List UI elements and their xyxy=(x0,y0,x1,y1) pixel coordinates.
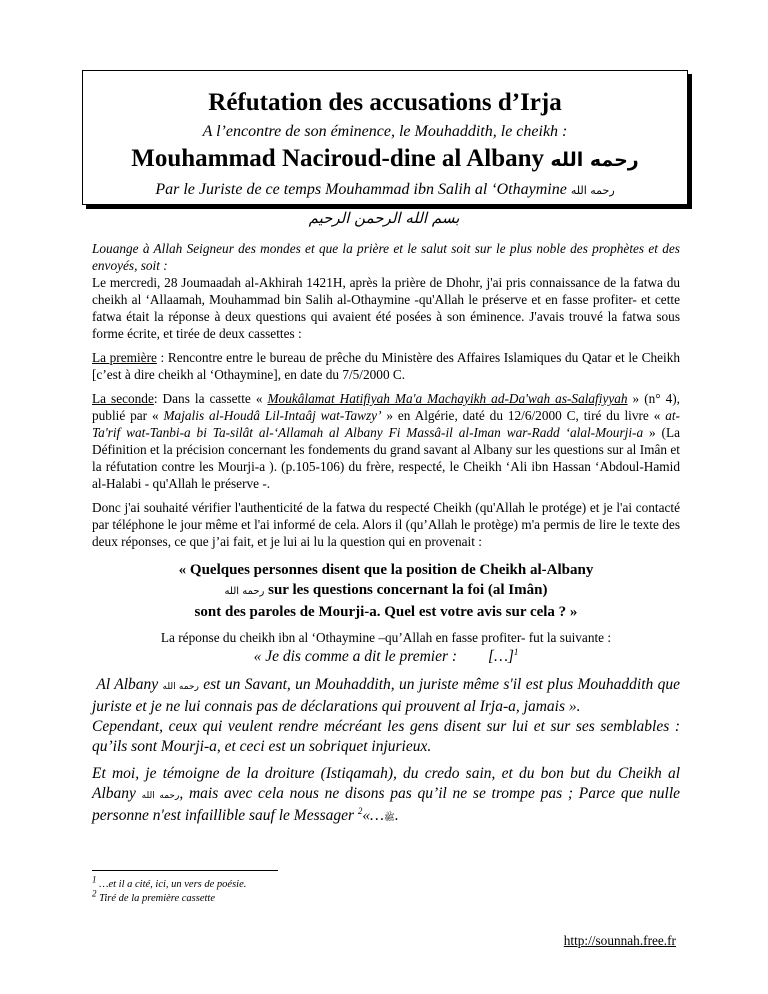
footnote-separator xyxy=(92,870,278,871)
second-source-t4: » (La Définition et la précision concernant les fondements du grand savant al Albany sur les questions sur al Imân et la réfutation contre les Mourji-a ). (p.105-106) du frère, respecté, le Cheikh ‘Ali ibn Hassan ‘Abdoul-Hamid al-Halabi - qu'Allah le préserve -. xyxy=(92,425,681,491)
document-title: Réfutation des accusations d’Irja xyxy=(208,89,562,116)
albany-honorific: رحمه الله xyxy=(162,682,199,692)
footnote-2 xyxy=(92,888,215,905)
footnote-1-text: …et il a cité, ici, un vers de poésie. xyxy=(96,879,247,890)
footnote-2-text: Tiré de la première cassette xyxy=(99,893,215,904)
answer-intro: La réponse du cheikh ibn al ‘Othaymine –qu’Allah en fasse profiter- fut la suivante : xyxy=(160,630,612,645)
albany-name: Al Albany xyxy=(96,676,159,693)
author-line xyxy=(83,181,687,199)
main-content xyxy=(92,240,680,828)
first-source-text: : Rencontre entre le bureau de prêche du Ministère des Affaires Islamiques du Qatar et le Cheikh [c’est à dire cheikh al ‘Othaymine], en date du 7/5/2000 C. xyxy=(92,350,680,382)
basmala-calligraphy: بسم الله الرحمن الرحيم xyxy=(308,209,460,227)
question-line-2 xyxy=(92,580,680,602)
answer-paragraph-2: Cependant, ceux qui veulent rendre mécréant les gens disent sur lui et sur ses semblables : qu’ils sont Mourji-a, et ceci est un sobriquet injurieux. xyxy=(92,718,680,755)
question-line-3: sont des paroles de Mourji-a. Quel est votre avis sur cela ? » xyxy=(194,604,578,620)
answer-lead-text: « Je dis comme a dit le premier : xyxy=(253,648,458,665)
first-source-label: La première xyxy=(92,350,157,365)
answer-paragraph-1-text: est un Savant, un Mouhaddith, un juriste même s'il est plus Mouhaddith que juriste et je ne lui connais pas de déclarations qui prouvent al Irja-a, jamais ». xyxy=(92,676,681,715)
author-line-text: Par le Juriste de ce temps Mouhammad ibn Salih al ‘Othaymine xyxy=(155,181,567,198)
footnote-2-number: 2 xyxy=(92,888,97,899)
question-honorific: رحمه الله xyxy=(224,586,265,597)
subject-honorific: رحمه الله xyxy=(550,149,639,171)
second-source-t3: » en Algérie, daté du 12/6/2000 C, tiré du livre « xyxy=(381,408,666,423)
verify-paragraph: Donc j'ai souhaité vérifier l'authenticité de la fatwa du respecté Cheikh (qu'Allah le protége) et je l'ai contacté par téléphone le jour même et l'ai informé de cela. Alors il (qu’Allah le protège) m'a permis de lire le texte des deux réponses, ce que j’ai fait, et je lui ai lu la question qui en provenait : xyxy=(92,500,680,549)
footnote-1 xyxy=(92,874,247,891)
cassette-title: Moukâlamat Hatifiyah Ma'a Machayikh ad-Da'wah as-Salafiyyah xyxy=(267,391,628,406)
answer-paragraph-1 xyxy=(92,675,680,717)
answer-paragraph-3 xyxy=(92,764,680,828)
document-subtitle: A l’encontre de son éminence, le Mouhaddith, le cheikh : xyxy=(202,123,568,140)
website-link[interactable]: http://sounnah.free.fr xyxy=(563,933,676,948)
footnote-ref-1[interactable]: 1 xyxy=(513,646,519,657)
answer-final-dot: . xyxy=(394,807,399,824)
second-source-t1: : Dans la cassette « xyxy=(153,391,268,406)
answer-paragraph-3-end: , mais avec cela nous ne disons pas qu’il ne se trompe pas ; Parce que nulle personne n'est infaillible sauf le Messager xyxy=(92,785,681,824)
question-line-1: « Quelques personnes disent que la position de Cheikh al-Albany xyxy=(178,562,594,578)
book-title: at-Ta'rif wat-Tanbi-a bi Ta-silât al-‘Allamah al Albany Fi Massâ-il al-Iman war-Radd ‘alal-Mourji-a xyxy=(92,408,680,440)
answer-close-quote: …» xyxy=(362,807,384,824)
first-source-paragraph xyxy=(92,349,680,383)
omission-bracket: […] xyxy=(488,648,514,665)
subject-name xyxy=(83,145,687,173)
answer-lead xyxy=(92,646,680,668)
publisher-name: Majalis al-Houdâ Lil-Intaâj wat-Tawzy’ xyxy=(163,408,382,423)
second-source-t2: » (n° 4), publié par « xyxy=(92,391,681,423)
title-box xyxy=(82,70,688,205)
intro-paragraph: Le mercredi, 28 Joumaadah al-Akhirah 1421H, après la prière de Dhohr, j'ai pris connaissance de la fatwa du cheikh al ‘Allaamah, Mouhammad bin Salih al-Othaymine -qu'Allah le préserve et en fasse profiter- et cette fatwa était la réponse à deux questions qui avaient été posées à son éminence. J'avais trouvé la fatwa sous forme écrite, et tirée de deux cassettes : xyxy=(92,275,680,341)
author-honorific: رحمه الله xyxy=(570,184,615,197)
albany-honorific-2: رحمه الله xyxy=(141,791,180,801)
salawat-symbol: ﷺ xyxy=(383,813,395,823)
praise-paragraph: Louange à Allah Seigneur des mondes et que la prière et le salut soit sur le plus noble des prophètes et des envoyés, soit : xyxy=(92,241,680,273)
question-line-2-text: sur les questions concernant la foi (al Imân) xyxy=(264,582,548,598)
second-source-label: La seconde xyxy=(92,391,154,406)
answer-paragraph-3-start: Et moi, je témoigne de la droiture (Istiqamah), du credo sain, et du bon but du Cheikh al Albany xyxy=(92,765,680,802)
footnote-ref-2[interactable]: 2 xyxy=(357,805,363,816)
question-block xyxy=(92,560,680,622)
subject-name-text: Mouhammad Naciroud-dine al Albany xyxy=(131,145,545,172)
footnote-1-number: 1 xyxy=(92,874,97,885)
second-source-paragraph xyxy=(92,390,680,492)
